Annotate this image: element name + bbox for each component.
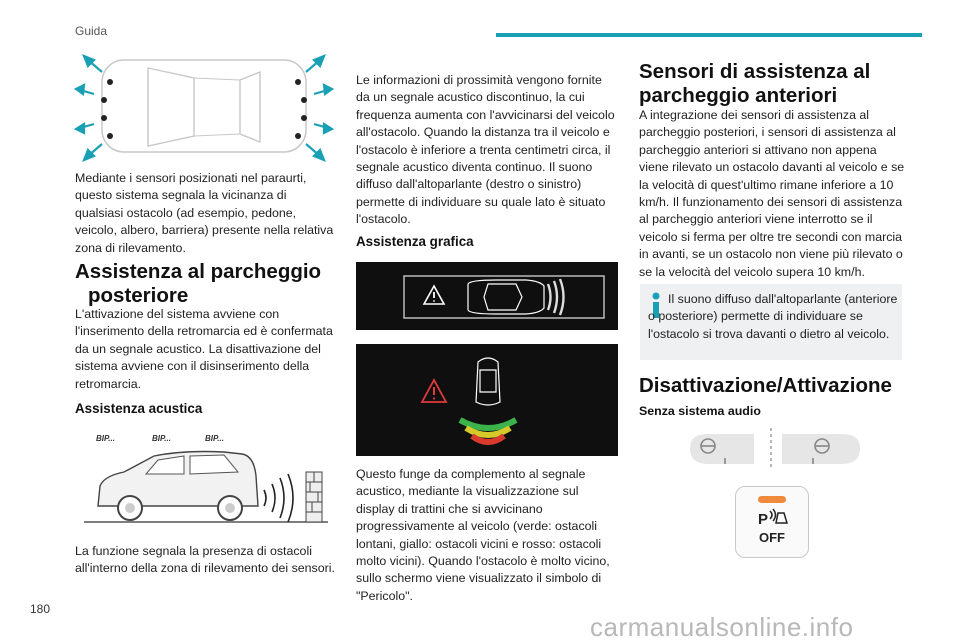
- button-led: [758, 496, 786, 503]
- rear-parking-title: [75, 260, 345, 308]
- sensor-car-diagram: [74, 52, 336, 162]
- rear-parking-title-line2: posteriore: [88, 284, 189, 307]
- proximity-text: Le informazioni di prossimità vengono fornite da un segnale acustico discontinuo, la cui frequenza aumenta con l'avvicinarsi del veicolo all'ostacolo. Quando la distanza tra il veicolo e l'ostacolo è inferiore a trenta centimetri circa, il segnale acustico diventa continuo. Il suono diffuso dall'altoparlante (destro o sinistro) permette di individuare su quale lato è situato l'ostacolo.: [356, 73, 615, 227]
- rear-parking-title-line1: Assistenza al parcheggio: [75, 260, 322, 283]
- display-top-view: [356, 262, 618, 330]
- front-sensors-title: [639, 60, 929, 108]
- acoustic-assist-title: Assistenza acustica: [75, 401, 203, 416]
- front-sensors-text: A integrazione dei sensori di assistenza al parcheggio posteriori, i sensori di assistenza al parcheggio anteriori si attivano non appena viene rilevato un ostacolo davanti al veicolo e se la velocità di quest'ultimo rimane inferiore a 10 km/h. Il funzionamento dei sensori di assistenza al parcheggio anteriori viene interrotto se il veicolo si ferma per oltre tre secondi con marcia in avanti, se un ostacolo non viene più rilevato o se la velocità del veicolo supera 10 km/h.: [639, 108, 905, 279]
- section-label: Guida: [75, 24, 108, 38]
- bip-label-3: BIP...: [205, 434, 224, 443]
- info-note-text: Il suono diffuso dall'altoparlante (anteriore o posteriore) permette di individuare se l'ostacolo si trova davanti o dietro al veicolo.: [648, 292, 898, 341]
- intro-text: Mediante i sensori posizionati nel paraurti, questo sistema segnala la vicinanza di qualsiasi ostacolo (ad esempio, pedone, veicolo, albero, barriera) presente nella relativa zona di rilevamento.: [75, 171, 334, 255]
- no-audio-subtitle: Senza sistema audio: [639, 404, 761, 418]
- acoustic-assist-text: La funzione segnala la presenza di ostacoli all'interno della zona di rilevamento dei sensori.: [75, 544, 335, 576]
- rear-parking-text: L'attivazione del sistema avviene con l'inserimento della retromarcia ed è confermata da un segnale acustico. La disattivazione del sistema avviene con il disinserimento della retromarcia.: [75, 307, 333, 391]
- graphic-assist-text: Questo funge da complemento al segnale acustico, mediante la visualizzazione sul display di trattini che si avvicinano progressivamente al veicolo (verde: ostacoli lontani, giallo: ostacoli vicini e rosso: ostacoli molto vicini). Quando l'ostacolo è molto vicino, sullo schermo viene visualizzato il simbolo di "Pericolo".: [356, 467, 610, 603]
- watermark: carmanualsonline.info: [590, 612, 854, 642]
- bip-label-1: BIP...: [96, 434, 115, 443]
- button-off-label: OFF: [759, 530, 785, 545]
- display-rear-view: [356, 344, 618, 456]
- acoustic-car-illustration: [84, 446, 328, 526]
- park-sensor-off-button[interactable]: [735, 486, 809, 558]
- bip-label-2: BIP...: [152, 434, 171, 443]
- info-note: [640, 284, 902, 360]
- header-accent-bar: [496, 33, 922, 37]
- graphic-assist-title: Assistenza grafica: [356, 234, 474, 249]
- dashboard-illustration: [690, 428, 860, 470]
- page-number: 180: [30, 602, 51, 616]
- front-sensors-title-line2: parcheggio anteriori: [639, 84, 838, 107]
- parking-sensor-icon: [756, 507, 790, 529]
- svg-text:P: P: [758, 511, 769, 528]
- front-sensors-title-line1: Sensori di assistenza al: [639, 60, 871, 83]
- deactivation-title: Disattivazione/Attivazione: [639, 374, 892, 397]
